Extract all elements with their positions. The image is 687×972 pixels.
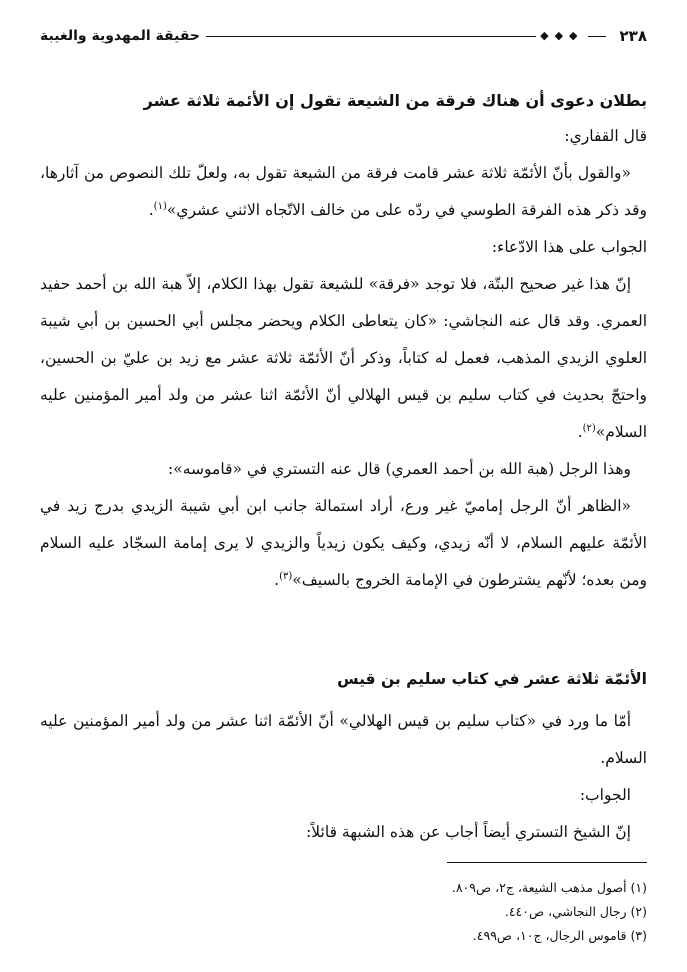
paragraph-text: الجواب: [579, 786, 631, 804]
paragraph [40, 118, 647, 155]
section-body [40, 118, 647, 599]
footnote: (٢) رجال النجاشي، ص٤٤٠. [504, 904, 647, 919]
paragraph [40, 703, 647, 777]
footnote-marker: (٢) [582, 422, 596, 434]
paragraph-text: الجواب على هذا الادّعاء: [491, 238, 647, 256]
section-heading: الأئمّة ثلاثة عشر في كتاب سليم بن قيس [337, 670, 647, 688]
footnote: (١) أصول مذهب الشيعة، ج٢، ص٨٠٩. [451, 880, 647, 895]
paragraph [40, 451, 647, 488]
paragraph [40, 777, 647, 814]
paragraph [40, 488, 647, 599]
paragraph-text: وهذا الرجل (هبة الله بن أحمد العمري) قال عنه التستري في «قاموسه»: [168, 460, 631, 478]
paragraph-text: «والقول بأنّ الأئمّة ثلاثة عشر قامت فرقة من الشيعة تقول به، ولعلّ تلك النصوص من آثارها، وقد ذكر هذه الفرقة الطوسي في ردّه على من خالف الاتّجاه الاثني عشري» [40, 164, 647, 219]
book-page [40, 18, 647, 958]
punctuation: . [274, 571, 280, 589]
footnote: (٣) قاموس الرجال، ج١٠، ص٤٩٩. [472, 928, 647, 943]
header-rule [206, 29, 606, 43]
paragraph [40, 814, 647, 851]
paragraph-text: قال القفاري: [564, 127, 647, 145]
page-number: ٢٣٨ [619, 27, 647, 45]
paragraph-text: إنّ الشيخ التستري أيضاً أجاب عن هذه الشبهة قائلاً: [306, 823, 631, 841]
paragraph-text: أمّا ما ورد في «كتاب سليم بن قيس الهلالي» أنّ الأئمّة اثنا عشر من ولد أمير المؤمنين عليه السلام. [40, 712, 647, 767]
section-body [40, 703, 647, 851]
punctuation: . [577, 423, 583, 441]
paragraph [40, 266, 647, 451]
book-title: حقيقة المهدوية والغيبة [40, 28, 200, 44]
paragraph [40, 229, 647, 266]
footnote-marker: (١) [153, 200, 167, 212]
paragraph-text: «الظاهر أنّ الرجل إماميّ غير ورع، أراد استمالة جانب ابن أبي شيبة الزيدي بدرج زيد في الأئمّة عليهم السلام، لا أنّه زيدي، وكيف يكون زيدياً والزيدي لا يرى إمامة السجّاد عليه السلام ومن بعده؛ لأنّهم يشترطون في الإمامة الخروج بالسيف» [40, 497, 647, 589]
footnote-marker: (٣) [279, 570, 293, 582]
paragraph-text: إنّ هذا غير صحيح البتّة، فلا توجد «فرقة» للشيعة تقول بهذا الكلام، إلاّ هبة الله بن أحمد حفيد العمري. وقد قال عنه النجاشي: «كان يتعاطى الكلام ويحضر مجلس أبي الحسين بن أبي شيبة العلوي الزيدي المذهب، فعمل له كتاباً، وذكر أنّ الأئمّة ثلاثة عشر مع زيد بن عليّ بن الحسين، واحتجّ بحديث في كتاب سليم بن قيس الهلالي أنّ الأئمّة اثنا عشر من ولد أمير المؤمنين عليه السلام» [40, 275, 647, 441]
diamond-ornament-icon: ◆◆◆ [536, 29, 587, 43]
footnotes [40, 876, 647, 948]
running-header [40, 18, 647, 54]
punctuation: . [148, 201, 154, 219]
footnote-divider [447, 862, 647, 863]
paragraph [40, 155, 647, 229]
section-heading: بطلان دعوى أن هناك فرقة من الشيعة تقول إن الأئمة ثلاثة عشر [143, 91, 647, 110]
